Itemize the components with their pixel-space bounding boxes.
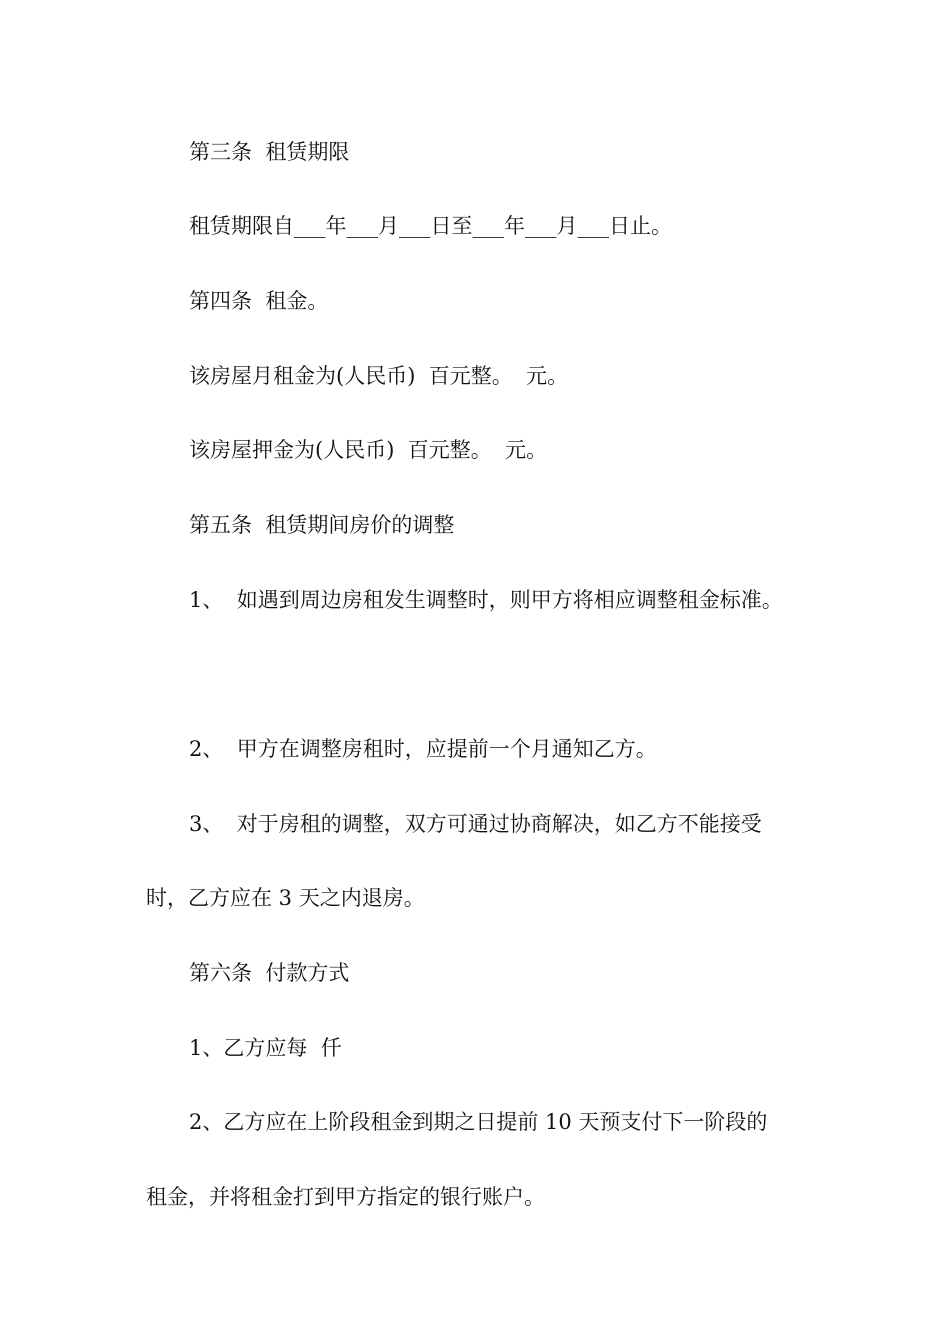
adjustment-item-1: 1、 如遇到周边房租发生调整时，则甲方将相应调整租金标准。 [189, 588, 783, 612]
adjustment-item-3-continued: 时，乙方应在 3 天之内退房。 [146, 886, 425, 910]
payment-item-2-continued: 租金，并将租金打到甲方指定的银行账户。 [146, 1185, 545, 1209]
lease-term-text: 租赁期限自___年___月___日至___年___月___日止。 [189, 214, 672, 238]
deposit-text: 该房屋押金为(人民币) 百元整。 元。 [189, 438, 548, 462]
payment-item-1: 1、乙方应每 仟 [189, 1036, 342, 1060]
monthly-rent-text: 该房屋月租金为(人民币) 百元整。 元。 [189, 364, 569, 388]
adjustment-item-3: 3、 对于房租的调整，双方可通过协商解决，如乙方不能接受 [189, 812, 762, 836]
article-4-heading: 第四条 租金。 [189, 289, 329, 313]
article-6-heading: 第六条 付款方式 [189, 961, 350, 985]
adjustment-item-2: 2、 甲方在调整房租时，应提前一个月通知乙方。 [189, 737, 657, 761]
article-3-heading: 第三条 租赁期限 [189, 140, 350, 164]
payment-item-2: 2、乙方应在上阶段租金到期之日提前 10 天预支付下一阶段的 [189, 1110, 768, 1134]
article-5-heading: 第五条 租赁期间房价的调整 [189, 513, 455, 537]
